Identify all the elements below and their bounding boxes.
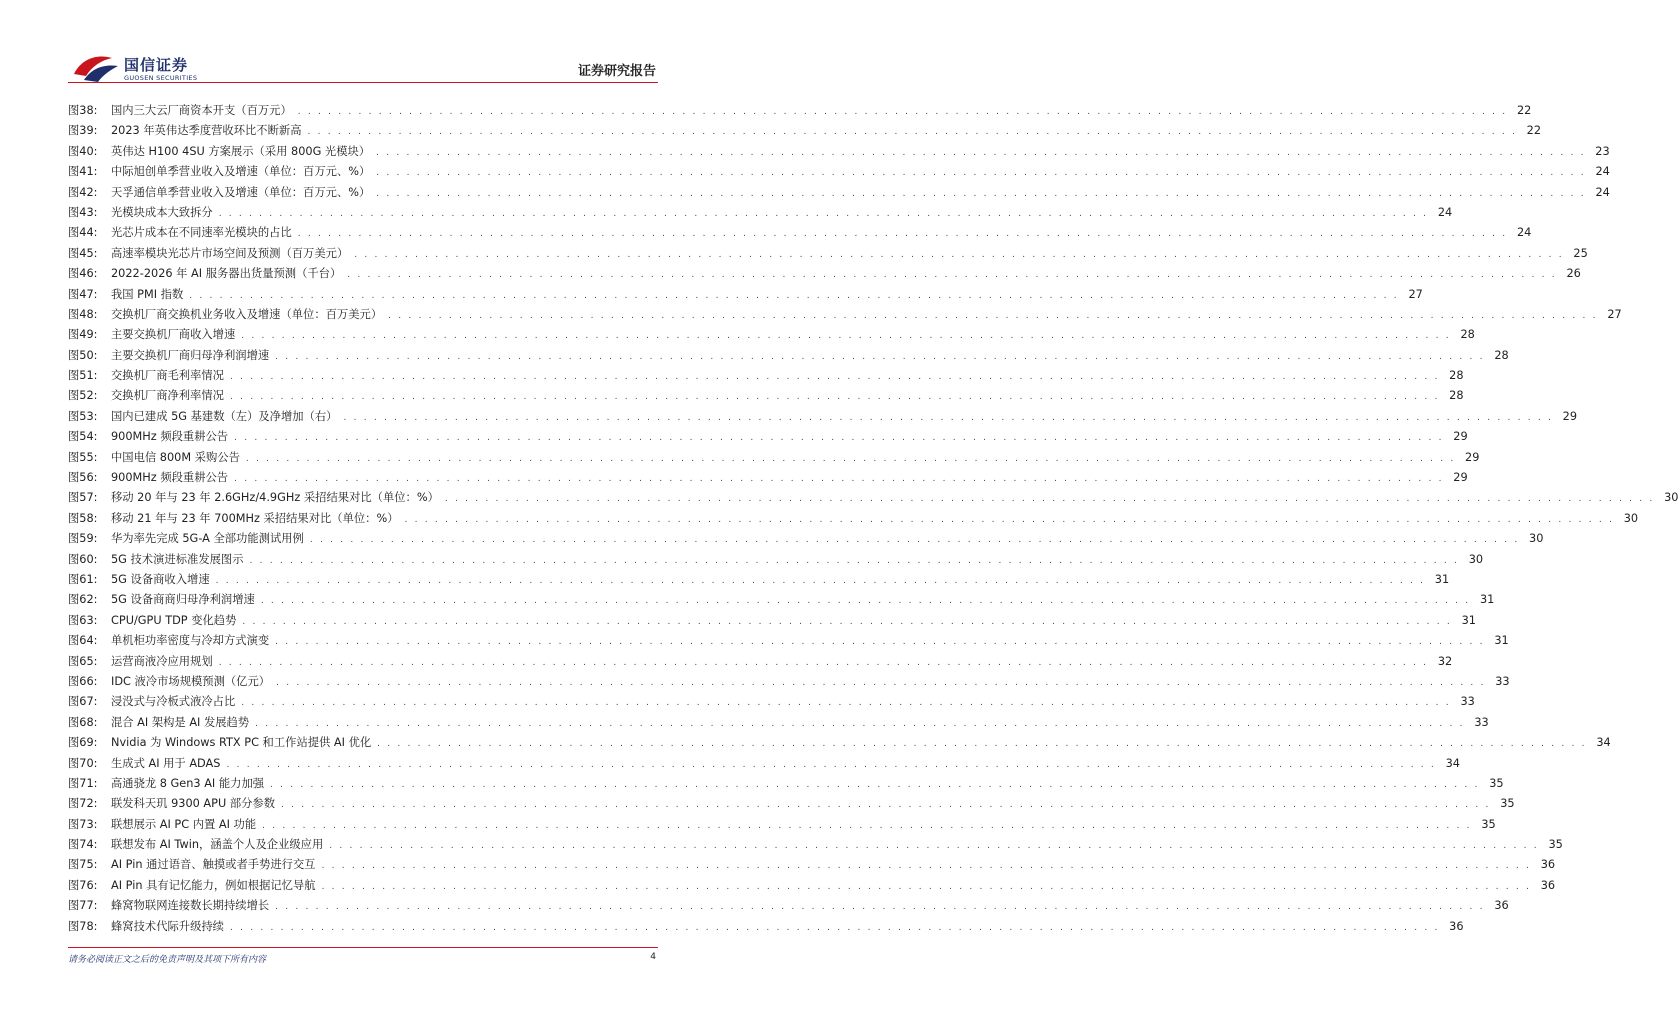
dot-leader: . . . . . . . . . . . . . . . . . . . . . . . . . . . . . . . . . . . . . . . . . . . . . . . . . . . . . . . . . . . . . . . . . . . . . . . . . . . . . . . . . . . . . . . . . . . . . . . . . . . . . . . . . . . . . . . . . . . . . . . . bbox=[388, 310, 1598, 321]
toc-entry[interactable] bbox=[68, 692, 1475, 712]
toc-entry[interactable] bbox=[68, 754, 1460, 774]
figure-number: 图61: bbox=[68, 572, 98, 586]
toc-entry[interactable] bbox=[68, 223, 1532, 243]
figure-page-number: 35 bbox=[1548, 838, 1563, 852]
toc-entry[interactable] bbox=[68, 509, 1639, 529]
dot-leader: . . . . . . . . . . . . . . . . . . . . . . . . . . . . . . . . . . . . . . . . . . . . . . . . . . . . . . . . . . . . . . . . . . . . . . . . . . . . . . . . . . . . . . . . . . . . . . . . . . . . . . . . . . . . . . . . . . . . . . . . bbox=[309, 535, 1520, 546]
figure-number: 图45: bbox=[68, 246, 98, 260]
figure-title: 移动 21 年与 23 年 700MHz 采招结果对比（单位：%） bbox=[111, 511, 399, 525]
figure-number: 图54: bbox=[68, 430, 98, 444]
dot-leader: . . . . . . . . . . . . . . . . . . . . . . . . . . . . . . . . . . . . . . . . . . . . . . . . . . . . . . . . . . . . . . . . . . . . . . . . . . . . . . . . . . . . . . . . . . . . . . . . . . . . . . . . . . . . . . . . . . . . . . . . bbox=[218, 208, 1429, 219]
dot-leader: . . . . . . . . . . . . . . . . . . . . . . . . . . . . . . . . . . . . . . . . . . . . . . . . . . . . . . . . . . . . . . . . . . . . . . . . . . . . . . . . . . . . . . . . . . . . . . . . . . . . . . . . . . . . . . . . . . . . . . . . bbox=[218, 657, 1429, 668]
dot-leader: . . . . . . . . . . . . . . . . . . . . . . . . . . . . . . . . . . . . . . . . . . . . . . . . . . . . . . . . . . . . . . . . . . . . . . . . . . . . . . . . . . . . . . . . . . . . . . . . . . . . . . . . . . . . . . . . . . . . . . . . bbox=[444, 494, 1655, 505]
figure-number: 图63: bbox=[68, 613, 98, 627]
logo-company-name-en: GUOSEN SECURITIES bbox=[124, 74, 198, 82]
figure-page-number: 24 bbox=[1516, 226, 1532, 240]
toc-entry[interactable] bbox=[68, 386, 1464, 406]
dot-leader: . . . . . . . . . . . . . . . . . . . . . . . . . . . . . . . . . . . . . . . . . . . . . . . . . . . . . . . . . . . . . . . . . . . . . . . . . . . . . . . . . . . . . . . . . . . . . . . . . . . . . . . . . . . . . . . . . . . . . . . . bbox=[241, 331, 1451, 342]
figure-title: 联想展示 AI PC 内置 AI 功能 bbox=[111, 817, 257, 831]
dot-leader: . . . . . . . . . . . . . . . . . . . . . . . . . . . . . . . . . . . . . . . . . . . . . . . . . . . . . . . . . . . . . . . . . . . . . . . . . . . . . . . . . . . . . . . . . . . . . . . . . . . . . . . . . . . . . . . . . . . . . . . . bbox=[329, 841, 1539, 852]
toc-entry[interactable] bbox=[68, 815, 1496, 835]
toc-entry[interactable] bbox=[68, 203, 1453, 223]
figure-title: 5G 设备商商归母净利润增速 bbox=[111, 593, 255, 607]
figure-number: 图74: bbox=[68, 838, 98, 852]
figure-number: 图50: bbox=[68, 348, 98, 362]
figure-title: 2022-2026 年 AI 服务器出货量预测（千台） bbox=[111, 267, 342, 281]
toc-entry[interactable] bbox=[68, 529, 1544, 549]
figure-title: 交换机厂商毛利率情况 bbox=[111, 369, 224, 383]
figure-page-number: 33 bbox=[1460, 695, 1475, 709]
figure-title: 主要交换机厂商归母净利润增速 bbox=[111, 348, 270, 362]
figure-number: 图71: bbox=[68, 776, 98, 790]
figure-number: 图56: bbox=[68, 471, 98, 485]
figure-number: 图73: bbox=[68, 817, 98, 831]
figure-number: 图75: bbox=[68, 858, 98, 872]
dot-leader: . . . . . . . . . . . . . . . . . . . . . . . . . . . . . . . . . . . . . . . . . . . . . . . . . . . . . . . . . . . . . . . . . . . . . . . . . . . . . . . . . . . . . . . . . . . . . . . . . . . . . . . . . . . . . . . . . . . . . . . . bbox=[297, 107, 1508, 117]
dot-leader: . . . . . . . . . . . . . . . . . . . . . . . . . . . . . . . . . . . . . . . . . . . . . . . . . . . . . . . . . . . . . . . . . . . . . . . . . . . . . . . . . . . . . . . . . . . . . . . . . . . . . . . . . . . . . . . . . . . . . . . . bbox=[297, 229, 1508, 240]
figure-title: 中际旭创单季营业收入及增速（单位：百万元、%） bbox=[111, 165, 371, 179]
figure-page-number: 36 bbox=[1540, 878, 1556, 892]
figure-number: 图77: bbox=[68, 899, 98, 913]
toc-entry[interactable] bbox=[68, 366, 1464, 386]
toc-entry[interactable] bbox=[68, 427, 1468, 447]
toc-entry[interactable] bbox=[68, 448, 1480, 468]
figure-number: 图48: bbox=[68, 307, 98, 321]
figure-title: 高通骁龙 8 Gen3 AI 能力加强 bbox=[111, 776, 265, 790]
figure-title: 2023 年英伟达季度营收环比不断新高 bbox=[111, 124, 302, 138]
figure-number: 图65: bbox=[68, 654, 98, 668]
toc-entry[interactable] bbox=[68, 162, 1610, 182]
figure-title: 移动 20 年与 23 年 2.6GHz/4.9GHz 采招结果对比（单位：%） bbox=[111, 491, 439, 505]
toc-entry[interactable] bbox=[68, 346, 1509, 366]
toc-entry[interactable] bbox=[68, 631, 1509, 651]
report-type-label: 证券研究报告 bbox=[577, 64, 656, 79]
figure-number: 图68: bbox=[68, 715, 98, 729]
dot-leader: . . . . . . . . . . . . . . . . . . . . . . . . . . . . . . . . . . . . . . . . . . . . . . . . . . . . . . . . . . . . . . . . . . . . . . . . . . . . . . . . . . . . . . . . . . . . . . . . . . . . . . . . . . . . . . . . . . . . . . . . bbox=[343, 412, 1554, 423]
figure-page-number: 34 bbox=[1596, 736, 1611, 750]
figure-page-number: 24 bbox=[1437, 205, 1453, 219]
figure-number: 图44: bbox=[68, 226, 98, 240]
dot-leader: . . . . . . . . . . . . . . . . . . . . . . . . . . . . . . . . . . . . . . . . . . . . . . . . . . . . . . . . . . . . . . . . . . . . . . . . . . . . . . . . . . . . . . . . . . . . . . . . . . . . . . . . . . . . . . . . . . . . . . . . bbox=[281, 800, 1491, 811]
figure-title: 单机柜功率密度与冷却方式演变 bbox=[111, 634, 270, 648]
dot-leader: . . . . . . . . . . . . . . . . . . . . . . . . . . . . . . . . . . . . . . . . . . . . . . . . . . . . . . . . . . . . . . . . . . . . . . . . . . . . . . . . . . . . . . . . . . . . . . . . . . . . . . . . . . . . . . . . . . . . . . . . bbox=[276, 677, 1486, 688]
figure-page-number: 27 bbox=[1408, 287, 1423, 301]
guosen-logo bbox=[72, 52, 202, 86]
toc-entry[interactable] bbox=[68, 488, 1678, 508]
toc-entry[interactable] bbox=[68, 142, 1610, 162]
dot-leader: . . . . . . . . . . . . . . . . . . . . . . . . . . . . . . . . . . . . . . . . . . . . . . . . . . . . . . . . . . . . . . . . . . . . . . . . . . . . . . . . . . . . . . . . . . . . . . . . . . . . . . . . . . . . . . . . . . . . . . . . bbox=[241, 698, 1451, 709]
figure-title: AI Pin 具有记忆能力，例如根据记忆导航 bbox=[111, 878, 316, 892]
toc-entry[interactable] bbox=[68, 183, 1610, 203]
page-header bbox=[0, 0, 724, 92]
figure-number: 图41: bbox=[68, 165, 98, 179]
figure-page-number: 31 bbox=[1479, 593, 1495, 607]
figure-page-number: 36 bbox=[1449, 919, 1464, 933]
figure-number: 图47: bbox=[68, 287, 98, 301]
figure-title: 华为率先完成 5G-A 全部功能测试用例 bbox=[111, 532, 304, 546]
figure-number: 图59: bbox=[68, 532, 98, 546]
header-divider bbox=[68, 82, 658, 83]
toc-entry[interactable] bbox=[68, 713, 1489, 733]
toc-entry[interactable] bbox=[68, 876, 1556, 896]
figure-title: AI Pin 通过语音、触摸或者手势进行交互 bbox=[111, 858, 316, 872]
figure-title: 蜂窝物联网连接数长期持续增长 bbox=[111, 899, 270, 913]
figure-title: IDC 液冷市场规模预测（亿元） bbox=[111, 674, 271, 688]
toc-entry[interactable] bbox=[68, 325, 1475, 345]
figure-title: 交换机厂商净利率情况 bbox=[111, 389, 224, 403]
figure-page-number: 30 bbox=[1529, 532, 1544, 546]
toc-entry[interactable] bbox=[68, 468, 1468, 488]
toc-entry[interactable] bbox=[68, 550, 1484, 570]
figure-number: 图64: bbox=[68, 634, 98, 648]
figure-number: 图58: bbox=[68, 511, 98, 525]
figure-number: 图42: bbox=[68, 185, 98, 199]
dot-leader: . . . . . . . . . . . . . . . . . . . . . . . . . . . . . . . . . . . . . . . . . . . . . . . . . . . . . . . . . . . . . . . . . . . . . . . . . . . . . . . . . . . . . . . . . . . . . . . . . . . . . . . . . . . . . . . . . . . . . . . . bbox=[275, 351, 1485, 362]
figure-number: 图67: bbox=[68, 695, 98, 709]
figure-page-number: 36 bbox=[1494, 899, 1509, 913]
dot-leader: . . . . . . . . . . . . . . . . . . . . . . . . . . . . . . . . . . . . . . . . . . . . . . . . . . . . . . . . . . . . . . . . . . . . . . . . . . . . . . . . . . . . . . . . . . . . . . . . . . . . . . . . . . . . . . . . . . . . . . . . bbox=[260, 596, 1471, 607]
dot-leader: . . . . . . . . . . . . . . . . . . . . . . . . . . . . . . . . . . . . . . . . . . . . . . . . . . . . . . . . . . . . . . . . . . . . . . . . . . . . . . . . . . . . . . . . . . . . . . . . . . . . . . . . . . . . . . . . . . . . . . . . bbox=[376, 188, 1586, 199]
dot-leader: . . . . . . . . . . . . . . . . . . . . . . . . . . . . . . . . . . . . . . . . . . . . . . . . . . . . . . . . . . . . . . . . . . . . . . . . . . . . . . . . . . . . . . . . . . . . . . . . . . . . . . . . . . . . . . . . . . . . . . . . bbox=[347, 270, 1557, 281]
toc-entry[interactable] bbox=[68, 835, 1563, 855]
figure-page-number: 29 bbox=[1562, 409, 1578, 423]
figure-page-number: 27 bbox=[1607, 307, 1622, 321]
dot-leader: . . . . . . . . . . . . . . . . . . . . . . . . . . . . . . . . . . . . . . . . . . . . . . . . . . . . . . . . . . . . . . . . . . . . . . . . . . . . . . . . . . . . . . . . . . . . . . . . . . . . . . . . . . . . . . . . . . . . . . . . bbox=[354, 249, 1564, 260]
figure-number: 图39: bbox=[68, 124, 98, 138]
dot-leader: . . . . . . . . . . . . . . . . . . . . . . . . . . . . . . . . . . . . . . . . . . . . . . . . . . . . . . . . . . . . . . . . . . . . . . . . . . . . . . . . . . . . . . . . . . . . . . . . . . . . . . . . . . . . . . . . . . . . . . . . bbox=[321, 881, 1532, 892]
figure-title: 光模块成本大致拆分 bbox=[111, 205, 213, 219]
figure-page-number: 28 bbox=[1449, 369, 1464, 383]
figure-number: 图62: bbox=[68, 593, 98, 607]
figure-title: 主要交换机厂商收入增速 bbox=[111, 328, 236, 342]
figure-title: 生成式 AI 用于 ADAS bbox=[111, 756, 221, 770]
figure-number: 图76: bbox=[68, 878, 98, 892]
toc-entry[interactable] bbox=[68, 733, 1611, 753]
dot-leader: . . . . . . . . . . . . . . . . . . . . . . . . . . . . . . . . . . . . . . . . . . . . . . . . . . . . . . . . . . . . . . . . . . . . . . . . . . . . . . . . . . . . . . . . . . . . . . . . . . . . . . . . . . . . . . . . . . . . . . . . bbox=[189, 290, 1399, 301]
toc-entry[interactable] bbox=[68, 774, 1504, 794]
figure-number: 图57: bbox=[68, 491, 98, 505]
dot-leader: . . . . . . . . . . . . . . . . . . . . . . . . . . . . . . . . . . . . . . . . . . . . . . . . . . . . . . . . . . . . . . . . . . . . . . . . . . . . . . . . . . . . . . . . . . . . . . . . . . . . . . . . . . . . . . . . . . . . . . . . bbox=[245, 453, 1456, 464]
dot-leader: . . . . . . . . . . . . . . . . . . . . . . . . . . . . . . . . . . . . . . . . . . . . . . . . . . . . . . . . . . . . . . . . . . . . . . . . . . . . . . . . . . . . . . . . . . . . . . . . . . . . . . . . . . . . . . . . . . . . . . . . bbox=[215, 575, 1426, 586]
dot-leader: . . . . . . . . . . . . . . . . . . . . . . . . . . . . . . . . . . . . . . . . . . . . . . . . . . . . . . . . . . . . . . . . . . . . . . . . . . . . . . . . . . . . . . . . . . . . . . . . . . . . . . . . . . . . . . . . . . . . . . . . bbox=[275, 902, 1485, 913]
toc-entry[interactable] bbox=[68, 305, 1622, 325]
figure-page-number: 25 bbox=[1573, 246, 1588, 260]
toc-entry[interactable] bbox=[68, 652, 1453, 672]
disclaimer-text: 请务必阅读正文之后的免责声明及其项下所有内容 bbox=[68, 955, 267, 965]
figure-page-number: 34 bbox=[1445, 756, 1460, 770]
dot-leader: . . . . . . . . . . . . . . . . . . . . . . . . . . . . . . . . . . . . . . . . . . . . . . . . . . . . . . . . . . . . . . . . . . . . . . . . . . . . . . . . . . . . . . . . . . . . . . . . . . . . . . . . . . . . . . . . . . . . . . . . bbox=[226, 759, 1436, 770]
figure-number: 图60: bbox=[68, 552, 98, 566]
figure-title: 浸没式与冷板式液冷占比 bbox=[111, 695, 236, 709]
figure-title: 900MHz 频段重耕公告 bbox=[111, 471, 229, 485]
figure-page-number: 23 bbox=[1595, 144, 1610, 158]
figure-title: 英伟达 H100 4SU 方案展示（采用 800G 光模块） bbox=[111, 144, 371, 158]
figure-page-number: 29 bbox=[1465, 450, 1480, 464]
figure-page-number: 28 bbox=[1449, 389, 1464, 403]
dot-leader: . . . . . . . . . . . . . . . . . . . . . . . . . . . . . . . . . . . . . . . . . . . . . . . . . . . . . . . . . . . . . . . . . . . . . . . . . . . . . . . . . . . . . . . . . . . . . . . . . . . . . . . . . . . . . . . . . . . . . . . . bbox=[229, 922, 1440, 933]
figure-number: 图51: bbox=[68, 369, 98, 383]
figure-page-number: 24 bbox=[1595, 185, 1610, 199]
toc-entry[interactable] bbox=[68, 264, 1581, 284]
toc-entry[interactable] bbox=[68, 285, 1423, 305]
figure-number: 图52: bbox=[68, 389, 98, 403]
figure-title: CPU/GPU TDP 变化趋势 bbox=[111, 613, 237, 627]
figure-title: Nvidia 为 Windows RTX PC 和工作站提供 AI 优化 bbox=[111, 736, 372, 750]
figure-page-number: 26 bbox=[1566, 267, 1581, 281]
toc-entry[interactable] bbox=[68, 611, 1476, 631]
dot-leader: . . . . . . . . . . . . . . . . . . . . . . . . . . . . . . . . . . . . . . . . . . . . . . . . . . . . . . . . . . . . . . . . . . . . . . . . . . . . . . . . . . . . . . . . . . . . . . . . . . . . . . . . . . . . . . . . . . . . . . . . bbox=[376, 147, 1586, 158]
figure-number: 图49: bbox=[68, 328, 98, 342]
figure-page-number: 30 bbox=[1664, 491, 1678, 505]
figure-number: 图66: bbox=[68, 674, 98, 688]
figure-number: 图55: bbox=[68, 450, 98, 464]
figure-number: 图78: bbox=[68, 919, 98, 933]
figure-title: 联想发布 AI Twin，涵盖个人及企业级应用 bbox=[111, 838, 324, 852]
figure-title: 联发科天玑 9300 APU 部分参数 bbox=[111, 797, 276, 811]
dot-leader: . . . . . . . . . . . . . . . . . . . . . . . . . . . . . . . . . . . . . . . . . . . . . . . . . . . . . . . . . . . . . . . . . . . . . . . . . . . . . . . . . . . . . . . . . . . . . . . . . . . . . . . . . . . . . . . . . . . . . . . . bbox=[275, 637, 1485, 648]
figure-title: 光芯片成本在不同速率光模块的占比 bbox=[111, 226, 292, 240]
figure-page-number: 35 bbox=[1481, 817, 1496, 831]
figure-page-number: 24 bbox=[1595, 165, 1610, 179]
figure-title: 国内已建成 5G 基建数（左）及净增加（右） bbox=[111, 409, 338, 423]
figure-page-number: 22 bbox=[1516, 104, 1532, 117]
dot-leader: . . . . . . . . . . . . . . . . . . . . . . . . . . . . . . . . . . . . . . . . . . . . . . . . . . . . . . . . . . . . . . . . . . . . . . . . . . . . . . . . . . . . . . . . . . . . . . . . . . . . . . . . . . . . . . . . . . . . . . . . bbox=[262, 820, 1472, 831]
figure-number: 图46: bbox=[68, 267, 98, 281]
dot-leader: . . . . . . . . . . . . . . . . . . . . . . . . . . . . . . . . . . . . . . . . . . . . . . . . . . . . . . . . . . . . . . . . . . . . . . . . . . . . . . . . . . . . . . . . . . . . . . . . . . . . . . . . . . . . . . . . . . . . . . . . bbox=[321, 861, 1532, 872]
figure-page-number: 35 bbox=[1489, 776, 1504, 790]
page-number: 4 bbox=[650, 952, 656, 962]
dot-leader: . . . . . . . . . . . . . . . . . . . . . . . . . . . . . . . . . . . . . . . . . . . . . . . . . . . . . . . . . . . . . . . . . . . . . . . . . . . . . . . . . . . . . . . . . . . . . . . . . . . . . . . . . . . . . . . . . . . . . . . . bbox=[234, 433, 1444, 444]
dot-leader: . . . . . . . . . . . . . . . . . . . . . . . . . . . . . . . . . . . . . . . . . . . . . . . . . . . . . . . . . . . . . . . . . . . . . . . . . . . . . . . . . . . . . . . . . . . . . . . . . . . . . . . . . . . . . . . . . . . . . . . . bbox=[377, 739, 1587, 750]
figure-title: 中国电信 800M 采购公告 bbox=[111, 450, 240, 464]
toc-entry[interactable] bbox=[68, 855, 1556, 875]
figure-number: 图40: bbox=[68, 144, 98, 158]
figure-number: 图43: bbox=[68, 205, 98, 219]
dot-leader: . . . . . . . . . . . . . . . . . . . . . . . . . . . . . . . . . . . . . . . . . . . . . . . . . . . . . . . . . . . . . . . . . . . . . . . . . . . . . . . . . . . . . . . . . . . . . . . . . . . . . . . . . . . . . . . . . . . . . . . . bbox=[242, 616, 1452, 627]
figure-page-number: 29 bbox=[1453, 471, 1468, 485]
dot-leader: . . . . . . . . . . . . . . . . . . . . . . . . . . . . . . . . . . . . . . . . . . . . . . . . . . . . . . . . . . . . . . . . . . . . . . . . . . . . . . . . . . . . . . . . . . . . . . . . . . . . . . . . . . . . . . . . . . . . . . . . bbox=[270, 779, 1480, 790]
toc-entry[interactable] bbox=[68, 917, 1464, 937]
figure-number: 图69: bbox=[68, 736, 98, 750]
dot-leader: . . . . . . . . . . . . . . . . . . . . . . . . . . . . . . . . . . . . . . . . . . . . . . . . . . . . . . . . . . . . . . . . . . . . . . . . . . . . . . . . . . . . . . . . . . . . . . . . . . . . . . . . . . . . . . . . . . . . . . . . bbox=[376, 168, 1586, 179]
figure-title: 交换机厂商交换机业务收入及增速（单位：百万美元） bbox=[111, 307, 383, 321]
guosen-logo-icon bbox=[72, 52, 120, 84]
figure-title: 我国 PMI 指数 bbox=[111, 287, 184, 301]
figure-page-number: 28 bbox=[1494, 348, 1509, 362]
figure-page-number: 28 bbox=[1460, 328, 1475, 342]
figure-number: 图70: bbox=[68, 756, 98, 770]
dot-leader: . . . . . . . . . . . . . . . . . . . . . . . . . . . . . . . . . . . . . . . . . . . . . . . . . . . . . . . . . . . . . . . . . . . . . . . . . . . . . . . . . . . . . . . . . . . . . . . . . . . . . . . . . . . . . . . . . . . . . . . . bbox=[229, 372, 1440, 383]
figure-page-number: 30 bbox=[1623, 511, 1639, 525]
figure-title: 5G 设备商收入增速 bbox=[111, 572, 210, 586]
figure-title: 高速率模块光芯片市场空间及预测（百万美元） bbox=[111, 246, 349, 260]
figure-title: 900MHz 频段重耕公告 bbox=[111, 430, 229, 444]
figure-page-number: 31 bbox=[1494, 634, 1509, 648]
dot-leader: . . . . . . . . . . . . . . . . . . . . . . . . . . . . . . . . . . . . . . . . . . . . . . . . . . . . . . . . . . . . . . . . . . . . . . . . . . . . . . . . . . . . . . . . . . . . . . . . . . . . . . . . . . . . . . . . . . . . . . . . bbox=[234, 474, 1444, 485]
toc-entry[interactable] bbox=[68, 244, 1588, 264]
figure-page-number: 22 bbox=[1526, 124, 1542, 138]
figure-page-number: 33 bbox=[1495, 674, 1510, 688]
figure-title: 天孚通信单季营业收入及增速（单位：百万元、%） bbox=[111, 185, 371, 199]
figure-page-number: 30 bbox=[1468, 552, 1484, 566]
toc-entry[interactable] bbox=[68, 570, 1450, 590]
figure-index-list bbox=[68, 101, 1678, 937]
figure-number: 图38: bbox=[68, 104, 98, 117]
toc-entry[interactable] bbox=[68, 590, 1495, 610]
figure-number: 图72: bbox=[68, 797, 98, 811]
figure-page-number: 35 bbox=[1500, 797, 1515, 811]
figure-page-number: 36 bbox=[1540, 858, 1556, 872]
toc-entry[interactable] bbox=[68, 794, 1515, 814]
figure-page-number: 32 bbox=[1437, 654, 1453, 668]
figure-page-number: 33 bbox=[1474, 715, 1489, 729]
dot-leader: . . . . . . . . . . . . . . . . . . . . . . . . . . . . . . . . . . . . . . . . . . . . . . . . . . . . . . . . . . . . . . . . . . . . . . . . . . . . . . . . . . . . . . . . . . . . . . . . . . . . . . . . . . . . . . . . . . . . . . . . bbox=[307, 127, 1518, 138]
toc-entry[interactable] bbox=[68, 101, 1532, 121]
dot-leader: . . . . . . . . . . . . . . . . . . . . . . . . . . . . . . . . . . . . . . . . . . . . . . . . . . . . . . . . . . . . . . . . . . . . . . . . . . . . . . . . . . . . . . . . . . . . . . . . . . . . . . . . . . . . . . . . . . . . . . . . bbox=[404, 514, 1615, 525]
figure-title: 运营商液冷应用规划 bbox=[111, 654, 213, 668]
figure-page-number: 29 bbox=[1453, 430, 1468, 444]
logo-company-name: 国信证券 bbox=[124, 56, 189, 74]
toc-entry[interactable] bbox=[68, 121, 1542, 141]
figure-title: 混合 AI 架构是 AI 发展趋势 bbox=[111, 715, 250, 729]
toc-entry[interactable] bbox=[68, 896, 1509, 916]
toc-entry[interactable] bbox=[68, 672, 1510, 692]
toc-entry[interactable] bbox=[68, 407, 1578, 427]
figure-title: 5G 技术演进标准发展图示 bbox=[111, 552, 244, 566]
dot-leader: . . . . . . . . . . . . . . . . . . . . . . . . . . . . . . . . . . . . . . . . . . . . . . . . . . . . . . . . . . . . . . . . . . . . . . . . . . . . . . . . . . . . . . . . . . . . . . . . . . . . . . . . . . . . . . . . . . . . . . . . bbox=[249, 555, 1460, 566]
footer-divider bbox=[68, 947, 658, 948]
figure-title: 蜂窝技术代际升级持续 bbox=[111, 919, 224, 933]
figure-number: 图53: bbox=[68, 409, 98, 423]
figure-page-number: 31 bbox=[1434, 572, 1450, 586]
dot-leader: . . . . . . . . . . . . . . . . . . . . . . . . . . . . . . . . . . . . . . . . . . . . . . . . . . . . . . . . . . . . . . . . . . . . . . . . . . . . . . . . . . . . . . . . . . . . . . . . . . . . . . . . . . . . . . . . . . . . . . . . bbox=[229, 392, 1440, 403]
dot-leader: . . . . . . . . . . . . . . . . . . . . . . . . . . . . . . . . . . . . . . . . . . . . . . . . . . . . . . . . . . . . . . . . . . . . . . . . . . . . . . . . . . . . . . . . . . . . . . . . . . . . . . . . . . . . . . . . . . . . . . . . bbox=[255, 718, 1465, 729]
figure-page-number: 31 bbox=[1461, 613, 1476, 627]
figure-title: 国内三大云厂商资本开支（百万元） bbox=[111, 104, 292, 117]
